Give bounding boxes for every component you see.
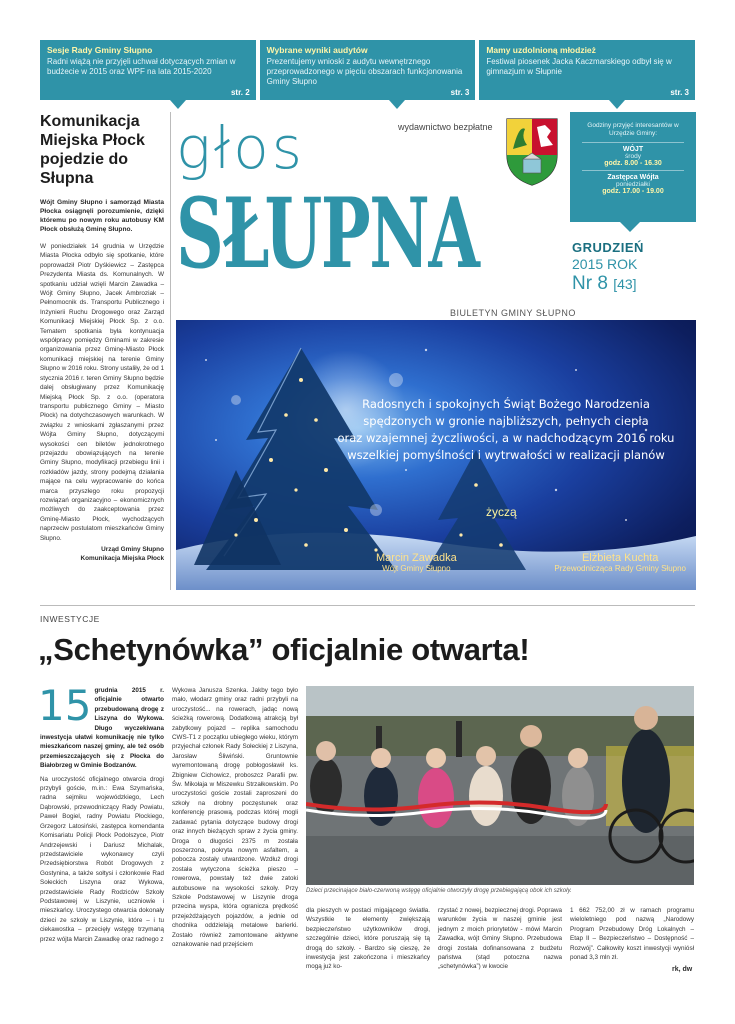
article-intro: grudnia 2015 r. oficjalnie otwarto przebudowaną drogę z Liszyna do Wykowa. Długo wyczekiwana inwestycja ułatwi komunikację nie tylko mieszkańcom naszej gminy, ale też osób przemieszczających się z Płocka do Białobrzeg w Gminie Bodzanów. bbox=[40, 687, 164, 770]
main-headline: „Schetynówka” oficjalnie otwarta! bbox=[38, 632, 530, 667]
masthead-slupna: SŁUPNA bbox=[176, 177, 479, 290]
teaser-text: Radni wiążą nie przyjęli uchwał dotyczących zmian w budżecie w 2015 oraz WPF na lata 2015-2020 bbox=[47, 57, 236, 76]
column-divider bbox=[170, 112, 171, 590]
greeting-signers bbox=[376, 552, 686, 573]
teaser-title: Wybrane wyniki audytów bbox=[266, 45, 368, 55]
divider bbox=[582, 170, 684, 171]
left-article bbox=[40, 112, 164, 563]
article-column-2: Wykowa Janusza Szenka. Jakby tego było mało, włodarz gminy oraz radni przybyli na uroczystość... na rowerach, jadąc nową ścieżką rowerową. Dodatkową atrakcją był zabytkowy pojazd – replika samochodu CWS-T1 z początku ubiegłego wieku, którym przyjechał członek Rady Sołeckiej z Liszyna, Jarosław Śliwiński. Gruntownie wyremontowaną drogę pobłogosławił ks. Zbigniew Cichowicz, proboszcz Parafii pw. Św. Mikołaja w Miszewku Strzałkowskim. Po uroczystości goście zostali zaproszeni do szkoły na drobny poczęstunek oraz konferencję prasową, podczas której mogli zadawać pytania dotyczące budowy drogi oraz innych bieżących spraw z życia gminy. Droga o długości 2375 m została poszerzona, pokryta nowym asfaltem, a pobocza zostały utwardzone. Wzdłuż drogi została wytyczona ścieżka pieszo – rowerowa, powstały też dwie zatoki autobusowe na wysokości szkoły. Przy Szkole Podstawowej w Liszynie droga przecina wyspa, która ogranicza prędkość przejeżdżających pojazdów, a jednie od chodnika oddzielają metalowe barierki. Zostało również zamontowane aktywne oznakowanie nad przejściem bbox=[172, 687, 298, 948]
signer-title: Przewodnicząca Rady Gminy Słupno bbox=[554, 564, 686, 573]
teaser-arrow bbox=[170, 100, 186, 109]
office-hours-deputy: godz. 17.00 - 19.00 bbox=[602, 188, 664, 195]
greeting-line: wszelkiej pomyślności i wytrwałości w realizacji planów bbox=[347, 448, 665, 462]
left-article-signature: Urząd Gminy Słupno bbox=[101, 546, 164, 553]
section-kicker: INWESTYCJE bbox=[40, 614, 100, 624]
teaser-page: str. 2 bbox=[230, 88, 250, 97]
office-day-deputy: poniedziałki bbox=[616, 181, 650, 188]
office-hours-mayor: godz. 8.00 - 16.30 bbox=[604, 160, 662, 167]
teaser-arrow bbox=[389, 100, 405, 109]
issue-number: Nr 8 bbox=[572, 273, 608, 294]
photo-caption: Dzieci przecinające biało-czerwoną wstęgę oficjalnie otworzyły drogę przebiegającą obok ich szkoły. bbox=[306, 888, 572, 894]
teaser-youth[interactable] bbox=[479, 40, 695, 100]
issue-info bbox=[572, 240, 696, 295]
signer-name: Marcin Zawadka bbox=[376, 552, 457, 564]
issue-month: GRUDZIEŃ bbox=[572, 240, 644, 255]
issue-year: 2015 ROK bbox=[572, 256, 638, 272]
divider bbox=[582, 142, 684, 143]
greeting-line: oraz wzajemnej życzliwości, a w nadchodzącym 2016 roku bbox=[337, 431, 675, 445]
section-divider bbox=[40, 605, 695, 606]
article-body: Na uroczystość oficjalnego otwarcia drogi przybyli goście, m.in.: Ewa Szymańska, radna sejmiku wojewódzkiego, Lech Dąbrowski, przewodniczący Rady Powiatu, Paweł Bogiel, radny Powiatu Płockiego, Grzegorz Latosiński, zastępca komendanta Komisariatu Policji Płock Podolszyce, Piotr Andrzejewski i Dariusz Michalak, przedstawiciele wykonawcy czyli Przedsiębiorstwa Robót Drogowych z Gostynina, a także sołtysi i członkowie Rad Sołeckich Liszyna oraz Wykowa, przedstawiciele Rady Rodziców Szkoły Podstawowej w Liszynie, uczniowie i mieszkańcy. Uroczystego otwarcia dokonały dzieci ze szkoły w Liszynie, które – i tu ciekawostka – przecięły wstęgę trzymaną przez wójta Marcin Zawadkę oraz radnego z bbox=[40, 775, 164, 943]
teaser-audits[interactable] bbox=[260, 40, 476, 100]
left-article-lead: Wójt Gminy Słupno i samorząd Miasta Płocka osiągnęli porozumienie, dzięki któremu po nowym roku autobusy KM Płock obsłużą Gminę Słupno. bbox=[40, 199, 164, 233]
article-column-5: 1 662 752,00 zł w ramach programu wieloletniego pod nazwą „Narodowy Program Przebudowy Dróg Lokalnych – Etap II – Bezpieczeństwo – Dostępność – Rozwój”. Całkowity koszt inwestycji wyniósł ponad 3,3 mln zł. bbox=[570, 907, 694, 962]
left-article-signature: Komunikacja Miejska Płock bbox=[80, 555, 164, 562]
christmas-banner bbox=[176, 320, 696, 590]
office-box-pointer bbox=[620, 222, 640, 232]
left-article-body: W poniedziałek 14 grudnia w Urzędzie Miasta Płocka odbyło się spotkanie, które poprowadził Piotr Dyśkiewicz – Zastępca Prezydenta Miasta ds. Komunalnych. W spotkaniu udział wzięli Marcin Zawadka – Wójt Gminy Słupno, Jacek Ambroziak – Pełnomocnik ds. Transportu Publicznego i Inżynierii Ruchu Drogowego oraz Zarząd Komunikacji Miejskiej Płock Sp. z o.o. Tematem spotkania była kontynuacja współpracy pomiędzy Gminami w zakresie organizowania przez Gminę-Miasto Płock komunikacji miejskiej na terenie Gminy Słupno w 2016 roku. Strony ustaliły, że od 1 stycznia 2016 r. teren Gminy Słupno będzie dalej obsługiwany przez Komunikację Miejską Płock Sp. z o.o. (operatora transportu publicznego Gminy – Miasto Płock) na dotychczasowych warunkach. W związku z wnioskami zgłaszanymi przez Wójta Gminy Słupno, dotyczącymi wysokości cen biletów jednokrotnego przejazdu obowiązujących na terenie Gminy Słupno, modyfikacji przebiegu linii i rozkładów jazdy, strony podejmą działania mające na celu wypracowanie do końca marca przyszłego roku propozycji rozwiązań organizacyjno – ekonomicznych możliwych do zaakceptowania przez Gminę-Miasto Płock, wychodzących naprzeciw postulatom mieszkańców Gminy Słupno. bbox=[40, 243, 164, 542]
office-day-mayor: środy bbox=[625, 153, 641, 160]
teaser-bar bbox=[40, 40, 695, 100]
article-column-1 bbox=[38, 681, 164, 944]
greeting-wish: życzą bbox=[486, 505, 517, 519]
office-role-mayor: WÓJT bbox=[622, 146, 644, 153]
teaser-page: str. 3 bbox=[450, 88, 470, 97]
greeting-text bbox=[336, 396, 676, 464]
article-column-4: rzystać z nowej, bezpiecznej drogi. Poprawa warunków życia w naszej gminie jest jednym z moich priorytetów - mówi Marcin Zawadka, wójt Gminy Słupno. Przebudowa drogi została dofinansowana z budżetu państwa (stąd potoczna nazwa „schetynówka”) w kwocie bbox=[438, 907, 562, 971]
teaser-arrow bbox=[609, 100, 625, 109]
teaser-sessions[interactable] bbox=[40, 40, 256, 100]
office-hours-intro: Godziny przyjęć interesantów w Urzędzie Gminy: bbox=[587, 122, 679, 137]
article-column-3: dla pieszych w postaci migającego światła. Wszystkie te elementy zwiększają bezpieczeństwo użytkowników drogi, szczególnie dzieci, które poruszają się tą drogą do szkoły. - Bardzo się cieszę, że inwestycja jest zakończona i mieszkańcy mogą już ko- bbox=[306, 907, 430, 971]
teaser-title: Sesje Rady Gminy Słupno bbox=[47, 45, 153, 55]
office-hours-box bbox=[570, 112, 696, 222]
greeting-line: Radosnych i spokojnych Świąt Bożego Narodzenia bbox=[362, 397, 650, 411]
drop-cap: 15 bbox=[38, 681, 92, 730]
signer-mayor bbox=[376, 552, 457, 573]
teaser-text: Festiwal piosenek Jacka Kaczmarskiego odbył się w gimnazjum w Słupnie bbox=[486, 57, 672, 76]
left-article-title: Komunikacja Miejska Płock pojedzie do Słupna bbox=[40, 113, 145, 187]
coat-of-arms-icon bbox=[503, 115, 561, 187]
teaser-title: Mamy uzdolnioną młodzież bbox=[486, 45, 596, 55]
teaser-text: Prezentujemy wnioski z audytu wewnętrznego przeprowadzonego w pięciu obszarach funkcjonowania Gminy Słupno bbox=[266, 57, 463, 86]
greeting-line: spędzonych w gronie najbliższych, pełnych ciepła bbox=[363, 414, 649, 428]
office-role-deputy: Zastępca Wójta bbox=[607, 174, 659, 181]
publisher-label: wydawnictwo bezpłatne bbox=[398, 122, 493, 132]
masthead-glos: głos bbox=[176, 114, 305, 182]
issue-total: [43] bbox=[613, 276, 637, 292]
teaser-page: str. 3 bbox=[670, 88, 690, 97]
signer-title: Wójt Gminy Słupno bbox=[382, 564, 451, 573]
ribbon-cutting-photo-illustration bbox=[306, 686, 694, 885]
article-byline: rk, dw bbox=[672, 966, 693, 973]
signer-name: Elżbieta Kuchta bbox=[581, 552, 659, 564]
signer-council-chair bbox=[554, 552, 686, 573]
ribbon-cutting-photo bbox=[306, 686, 694, 885]
bulletin-label: BIULETYN GMINY SŁUPNO bbox=[450, 308, 576, 318]
